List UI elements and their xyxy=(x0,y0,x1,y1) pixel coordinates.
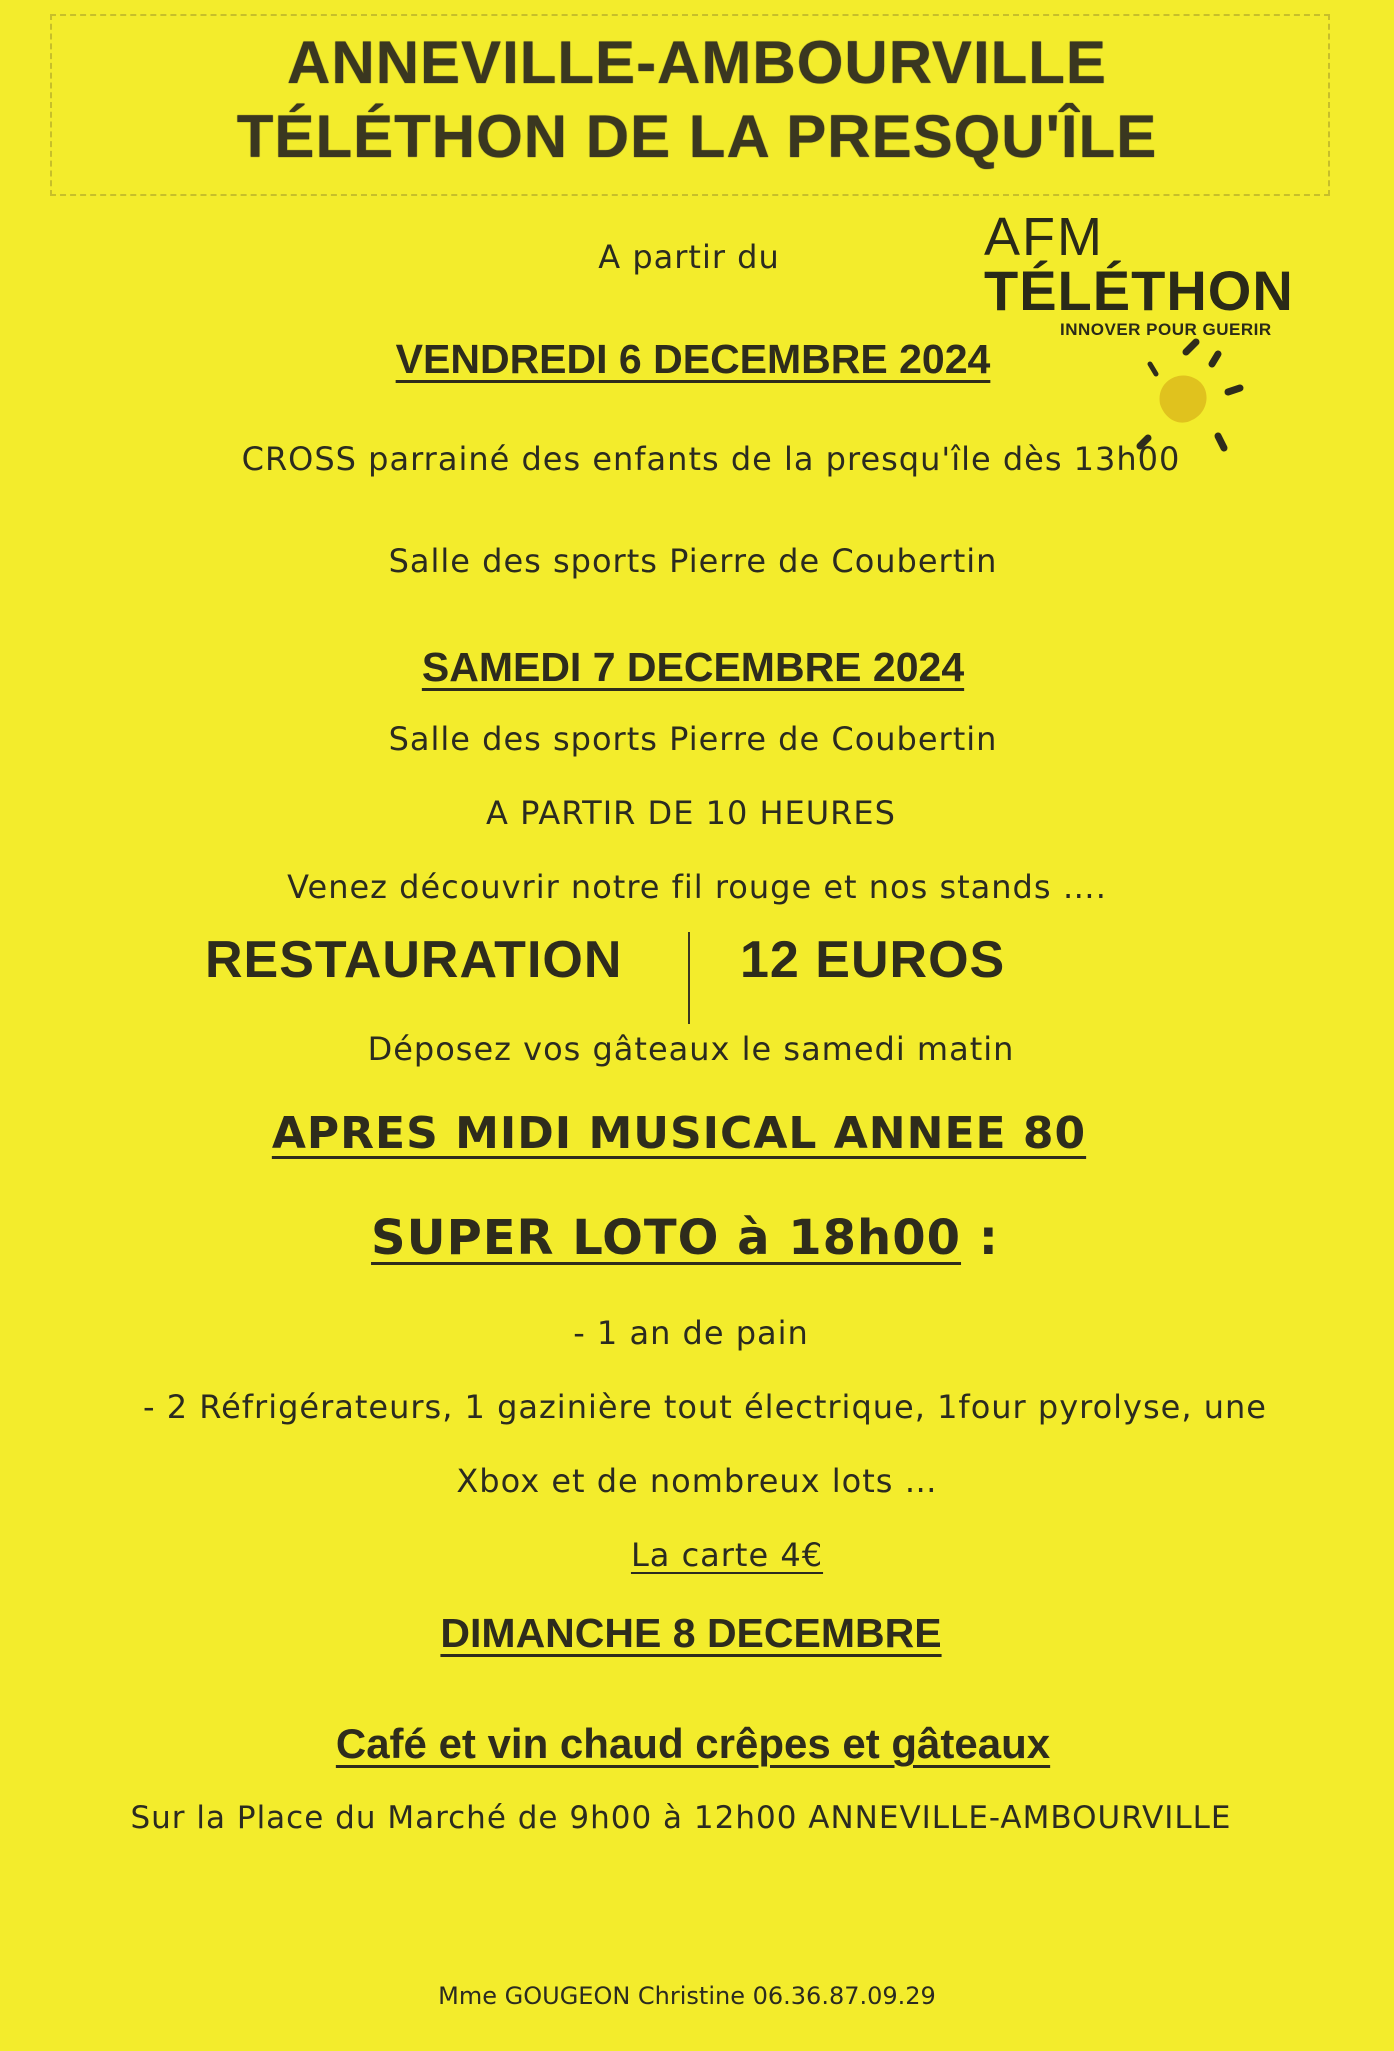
saturday-discover: Venez découvrir notre fil rouge et nos stands …. xyxy=(287,868,1107,906)
saturday-venue: Salle des sports Pierre de Coubertin xyxy=(388,720,998,758)
saturday-start: A PARTIR DE 10 HEURES xyxy=(486,794,896,832)
logo-afm: AFM xyxy=(984,207,1104,267)
header-event: TÉLÉTHON DE LA PRESQU'ÎLE xyxy=(236,103,1158,170)
intro-text: A partir du xyxy=(598,238,780,276)
prize-bread: - 1 an de pain xyxy=(573,1314,809,1352)
sunday-offer: Café et vin chaud crêpes et gâteaux xyxy=(335,1720,1051,1767)
saturday-date: SAMEDI 7 DECEMBRE 2024 xyxy=(421,644,965,690)
logo-tagline: INNOVER POUR GUERIR xyxy=(1060,320,1272,339)
cross-text: parrainé des enfants de la presqu'île dès 13h00 xyxy=(368,440,1181,478)
prize-appliances: - 2 Réfrigérateurs, 1 gazinière tout électrique, 1four pyrolyse, une xyxy=(143,1388,1267,1426)
sunday-date: DIMANCHE 8 DECEMBRE xyxy=(440,1610,942,1656)
loto-card xyxy=(30,1536,1394,1574)
friday-venue: Salle des sports Pierre de Coubertin xyxy=(388,542,998,580)
header-town: ANNEVILLE-AMBOURVILLE xyxy=(287,29,1107,96)
contact: Mme GOUGEON Christine 06.36.87.09.29 xyxy=(438,1982,936,2010)
restauration-label: RESTAURATION xyxy=(205,931,623,989)
loto-colon: : xyxy=(978,1210,999,1266)
loto-card-price: La carte 4€ xyxy=(630,1536,824,1574)
sunday-place: Sur la Place du Marché de 9h00 à 12h00 ANNEVILLE-AMBOURVILLE xyxy=(130,1800,1232,1836)
cross-label: CROSS xyxy=(241,440,357,478)
super-loto xyxy=(0,1210,1382,1266)
prize-xbox: Xbox et de nombreux lots … xyxy=(456,1462,938,1500)
musical-afternoon: APRES MIDI MUSICAL ANNEE 80 xyxy=(271,1108,1087,1159)
logo-telethon: TÉLÉTHON xyxy=(984,259,1294,322)
loto-title: SUPER LOTO à 18h00 xyxy=(371,1210,962,1266)
restauration-price: 12 EUROS xyxy=(740,931,1006,989)
cross-line xyxy=(14,440,1394,478)
cakes-text: Déposez vos gâteaux le samedi matin xyxy=(367,1030,1015,1068)
divider xyxy=(688,932,690,1024)
friday-date: VENDREDI 6 DECEMBRE 2024 xyxy=(395,336,991,382)
